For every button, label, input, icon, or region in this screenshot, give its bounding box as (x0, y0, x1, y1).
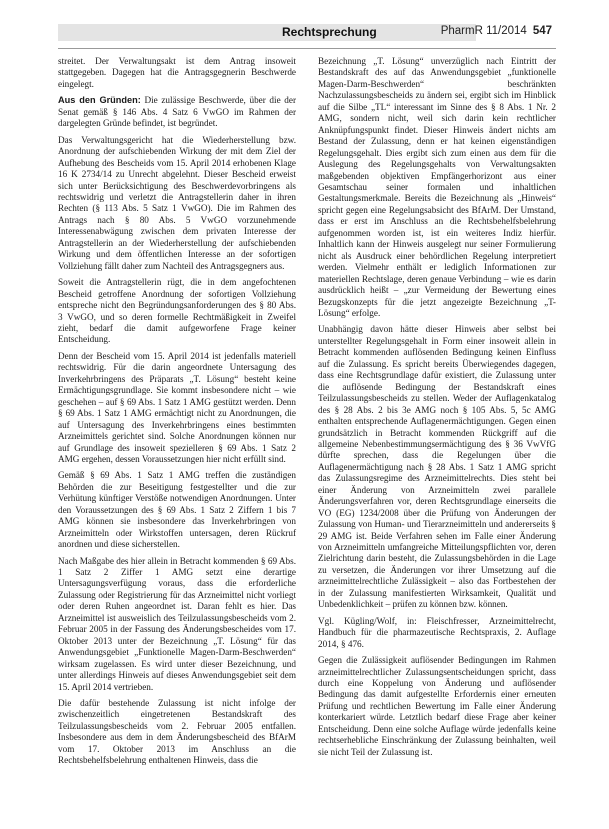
paragraph: Das Verwaltungsgericht hat die Wiederherstellung bzw. Anordnung der aufschiebenden Wirkung der mit dem Ziel der Aufhebung des Bescheids vom 15. April 2014 erhobenen Klage 16 K 2734/14 zu Unrecht abgelehnt. Dieser Bescheid erweist sich unter Berücksichtigung des Beschwerdevorbringens als rechtswidrig und verletzt die Antragstellerin daher in ihren Rechten (§ 113 Abs. 5 Satz 1 VwGO). Die im Rahmen des Antrags nach § 80 Abs. 5 VwGO vorzunehmende Interessenabwägung zwischen dem privaten Interesse der Antragstellerin an der Wiederherstellung der aufschiebenden Wirkung und dem öffentlichen Interesse an der sofortigen Vollziehung fällt daher zum Nachteil des Antragsgegners aus. (58, 134, 296, 271)
section-header-bar (58, 24, 476, 41)
paragraph: Unabhängig davon hätte dieser Hinweis aber selbst bei unterstellter Regelungsgehalt in Form einer insoweit allein in Betracht kommenden auflösenden Bedingung keinen Einfluss auf die Zulassung. Es spricht bereits Überwiegendes dagegen, dass eine Rechtsgrundlage dafür existiert, die Zulassung unter die auflösende Bedingung der Bestandskraft eines Teilzulassungsbescheids zu stellen. Weder der Auflagenkatalog des § 28 Abs. 2 bis 3e AMG noch § 105 Abs. 5, 5c AMG enthalten entsprechende Auflagenermächtigungen. Gegen einen grundsätzlich in Betracht kommenden Rückgriff auf die allgemeine Nebenbestimmungsermächtigung des § 36 VwVfG dürfte sprechen, dass die Regelungen über die Auflagenermächtigung nach § 28 Abs. 1 Satz 1 AMG spricht das Zulassungsregime des Arzneimittelrechts. Dies steht bei einer Änderung von Arzneimitteln zwei parallele Änderungsverfahren vor, deren Rechtsgrundlage einerseits die VO (EG) 1234/2008 über die Prüfung von Änderungen der Zulassung von Human- und Tierarzneimitteln und andererseits § 29 AMG ist. Beide Verfahren sehen im Falle einer Änderung von Arzneimitteln umfangreiche Mitteilungspflichten vor, deren Zielrichtung darin besteht, die Zulassungsbehörden in die Lage zu versetzen, die Änderungen vor ihrer Umsetzung auf die arzneimittelrechtliche Zulässigkeit – also das Fortbestehen der in der Zulassung manifestierten Wirksamkeit, Qualität und Unbedenklichkeit – prüfen zu können bzw. können. (318, 324, 556, 610)
page-header (0, 0, 609, 60)
header-divider (58, 48, 556, 49)
page-number: 547 (532, 25, 552, 37)
section-title: Rechtsprechung (282, 25, 377, 39)
paragraph: Denn der Bescheid vom 15. April 2014 ist jedenfalls materiell rechtswidrig. Für die darin angeordnete Untersagung des Inverkehrbringens des Präparats „T. Lösung“ besteht keine Ermächtigungsgrundlage. Sie kommt insbesondere nicht – wie geschehen – auf § 69 Abs. 1 Satz 1 AMG gestützt werden. Denn § 69 Abs. 1 Satz 1 AMG ermächtigt nicht zu Anordnungen, die auf Untersagung des Inverkehrbringens eines bestimmten Arzneimittels gerichtet sind. Solche Anordnungen können nur auf Grundlage des insoweit spezielleren § 69 Abs. 1 Satz 2 AMG ergehen, dessen Voraussetzungen hier nicht erfüllt sind. (58, 350, 296, 464)
journal-name: PharmR 11/2014 (440, 25, 527, 37)
paragraph: Soweit die Antragstellerin rügt, die in dem angefochtenen Bescheid getroffene Anordnung der sofortigen Vollziehung entspreche nicht den Begründungsanforderungen des § 80 Abs. 3 VwGO, und so deren formelle Rechtmäßigkeit in Zweifel zieht, bedarf die damit aufgeworfene Frage keiner Entscheidung. (58, 277, 296, 345)
paragraph: streitet. Der Verwaltungsakt ist dem Antrag insoweit stattgegeben. Dagegen hat die Antragsgegnerin Beschwerde eingelegt. (58, 56, 296, 89)
section-lead: Aus den Gründen: (58, 95, 141, 106)
paragraph: Die dafür bestehende Zulassung ist nicht infolge der zwischenzeitlich eingetretenen Bestandskraft des Teilzulassungsbescheids vom 2. Februar 2005 entfallen. Insbesondere aus dem in dem Änderungsbescheid des BfArM vom 17. Oktober 2013 im Anschluss an die Rechtsbehelfsbelehrung enthaltenen Hinweis, dass die (58, 698, 296, 766)
right-column (318, 56, 556, 763)
paragraph: Gemäß § 69 Abs. 1 Satz 1 AMG treffen die zuständigen Behörden die zur Beseitigung festgestellter und die zur Verhütung künftiger Verstöße notwendigen Anordnungen. Unter den Voraussetzungen des § 69 Abs. 1 Satz 2 Ziffern 1 bis 7 AMG können sie insbesondere das Inverkehrbringen von Arzneimitteln oder Wirkstoffen untersagen, deren Rückruf anordnen und diese sicherstellen. (58, 470, 296, 550)
paragraph-text: Die zulässige Beschwerde, über die der Senat gemäß § 146 Abs. 4 Satz 6 VwGO im Rahmen der dargelegten Gründe befindet, ist begründet. (58, 95, 297, 129)
paragraph: Nach Maßgabe des hier allein in Betracht kommenden § 69 Abs. 1 Satz 2 Ziffer 1 AMG setzt eine derartige Untersagungsverfügung voraus, dass die erforderliche Zulassung oder Registrierung für das Arzneimittel nicht vorliegt oder deren Ruhen angeordnet ist. Daran fehlt es hier. Das Arzneimittel ist ausweislich des Teilzulassungsbescheids vom 2. Februar 2005 in der Fassung des Änderungsbescheides vom 17. Oktober 2013 unter der Bezeichnung „T. Lösung“ für das Anwendungsgebiet „Funktionelle Magen-Darm-Beschwerden“ wirksam zugelassen. Es wird unter dieser Bezeichnung, und unter allerdings Hinweis auf dieses Anwendungsgebiet seit dem 15. April 2014 vertrieben. (58, 555, 296, 692)
paragraph (58, 95, 296, 129)
journal-reference (440, 23, 552, 40)
paragraph: Gegen die Zulässigkeit auflösender Bedingungen im Rahmen arzneimittelrechtlicher Zulassungsentscheidungen spricht, dass durch eine Koppelung von Änderung und auflösender Bedingung das damit aufgestellte Erfordernis einer erneuten Prüfung und rechtlichen Bewertung im Falle einer Änderung konterkariert würde. Letztlich bedarf diese Frage aber keiner Entscheidung. Denn eine solche Auflage würde jedenfalls keine rechtserhebliche Einschränkung der Zulassung beinhalten, weil sie nicht Teil der Zulassung ist. (318, 655, 556, 757)
paragraph: Bezeichnung „T. Lösung“ unverzüglich nach Eintritt der Bestandskraft des auf das Anwendungsgebiet „funktionelle Magen-Darm-Beschwerden“ beschränkten Nachzulassungsbescheids zu ändern sei, ergibt sich im Hinblick auf die Silbe „TL“ interessant im Sinne des § 8 Abs. 1 Nr. 2 AMG, sondern nicht, weil sich darin kein rechtlicher Anknüpfungspunkt findet. Dieser Hinweis ändert nichts am Bestand der Zulassung, denn er hat keinen eigenständigen Regelungsgehalt. Dies ergibt sich zum einen aus dem für die Auslegung des Regelungsgehalts von Verwaltungsakten maßgebenden objektiven Empfängerhorizont aus einer Gesamtschau seiner formalen und inhaltlichen Gestaltungsmerkmale. Bereits die Bezeichnung als „Hinweis“ spricht gegen eine Regelungsabsicht des BfArM. Der Umstand, dass er erst im Anschluss an die Rechtsbehelfsbelehrung aufgenommen worden ist, ist ein weiteres Indiz hierfür. Inhaltlich kann der Hinweis ausgelegt nur seiner Formulierung nicht als Ausdruck einer behördlichen Regelung interpretiert werden. Vielmehr enthält er lediglich Informationen zur materiellen Rechtslage, deren genaue Verbindung – wie es darin ausdrücklich heißt – „zur Vermeidung der Bewertung eines Bezugskonzepts für die jetzt angezeigte Bezeichnung „T-Lösung“ erfolge. (318, 56, 556, 318)
citation: Vgl. Kügling/Wolf, in: Fleischfresser, Arzneimittelrecht, Handbuch für die pharmazeutische Rechtspraxis, 2. Auflage 2014, § 476. (318, 615, 556, 649)
left-column (58, 56, 296, 772)
